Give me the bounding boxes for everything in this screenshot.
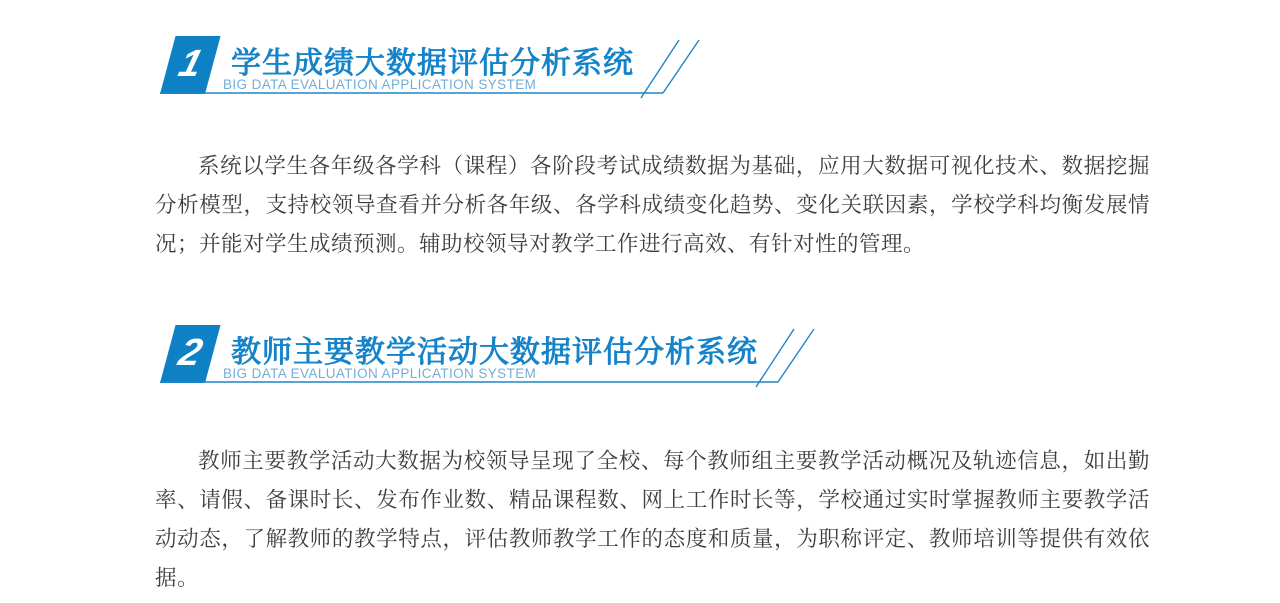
section2-subtitle: BIG DATA EVALUATION APPLICATION SYSTEM: [223, 366, 537, 381]
section2-underline-double-slash-icon: [158, 323, 828, 391]
section1-number: 1: [174, 43, 207, 85]
section2-number: 2: [174, 332, 207, 374]
section1-underline-double-slash-icon: [158, 34, 708, 102]
section1-paragraph: 系统以学生各年级各学科（课程）各阶段考试成绩数据为基础，应用大数据可视化技术、数据挖掘分析模型，支持校领导查看并分析各年级、各学科成绩变化趋势、变化关联因素，学校学科均衡发展情况；并能对学生成绩预测。辅助校领导对教学工作进行高效、有针对性的管理。: [155, 154, 1150, 256]
section2-title: 教师主要教学活动大数据评估分析系统: [231, 336, 758, 369]
section2-paragraph: 教师主要教学活动大数据为校领导呈现了全校、每个教师组主要教学活动概况及轨迹信息，如出勤率、请假、备课时长、发布作业数、精品课程数、网上工作时长等，学校通过实时掌握教师主要教学活动动态，了解教师的教学特点，评估教师教学工作的态度和质量，为职称评定、教师培训等提供有效依据。: [155, 449, 1150, 590]
section1-subtitle: BIG DATA EVALUATION APPLICATION SYSTEM: [223, 77, 537, 92]
section1-title: 学生成绩大数据评估分析系统: [231, 47, 634, 80]
